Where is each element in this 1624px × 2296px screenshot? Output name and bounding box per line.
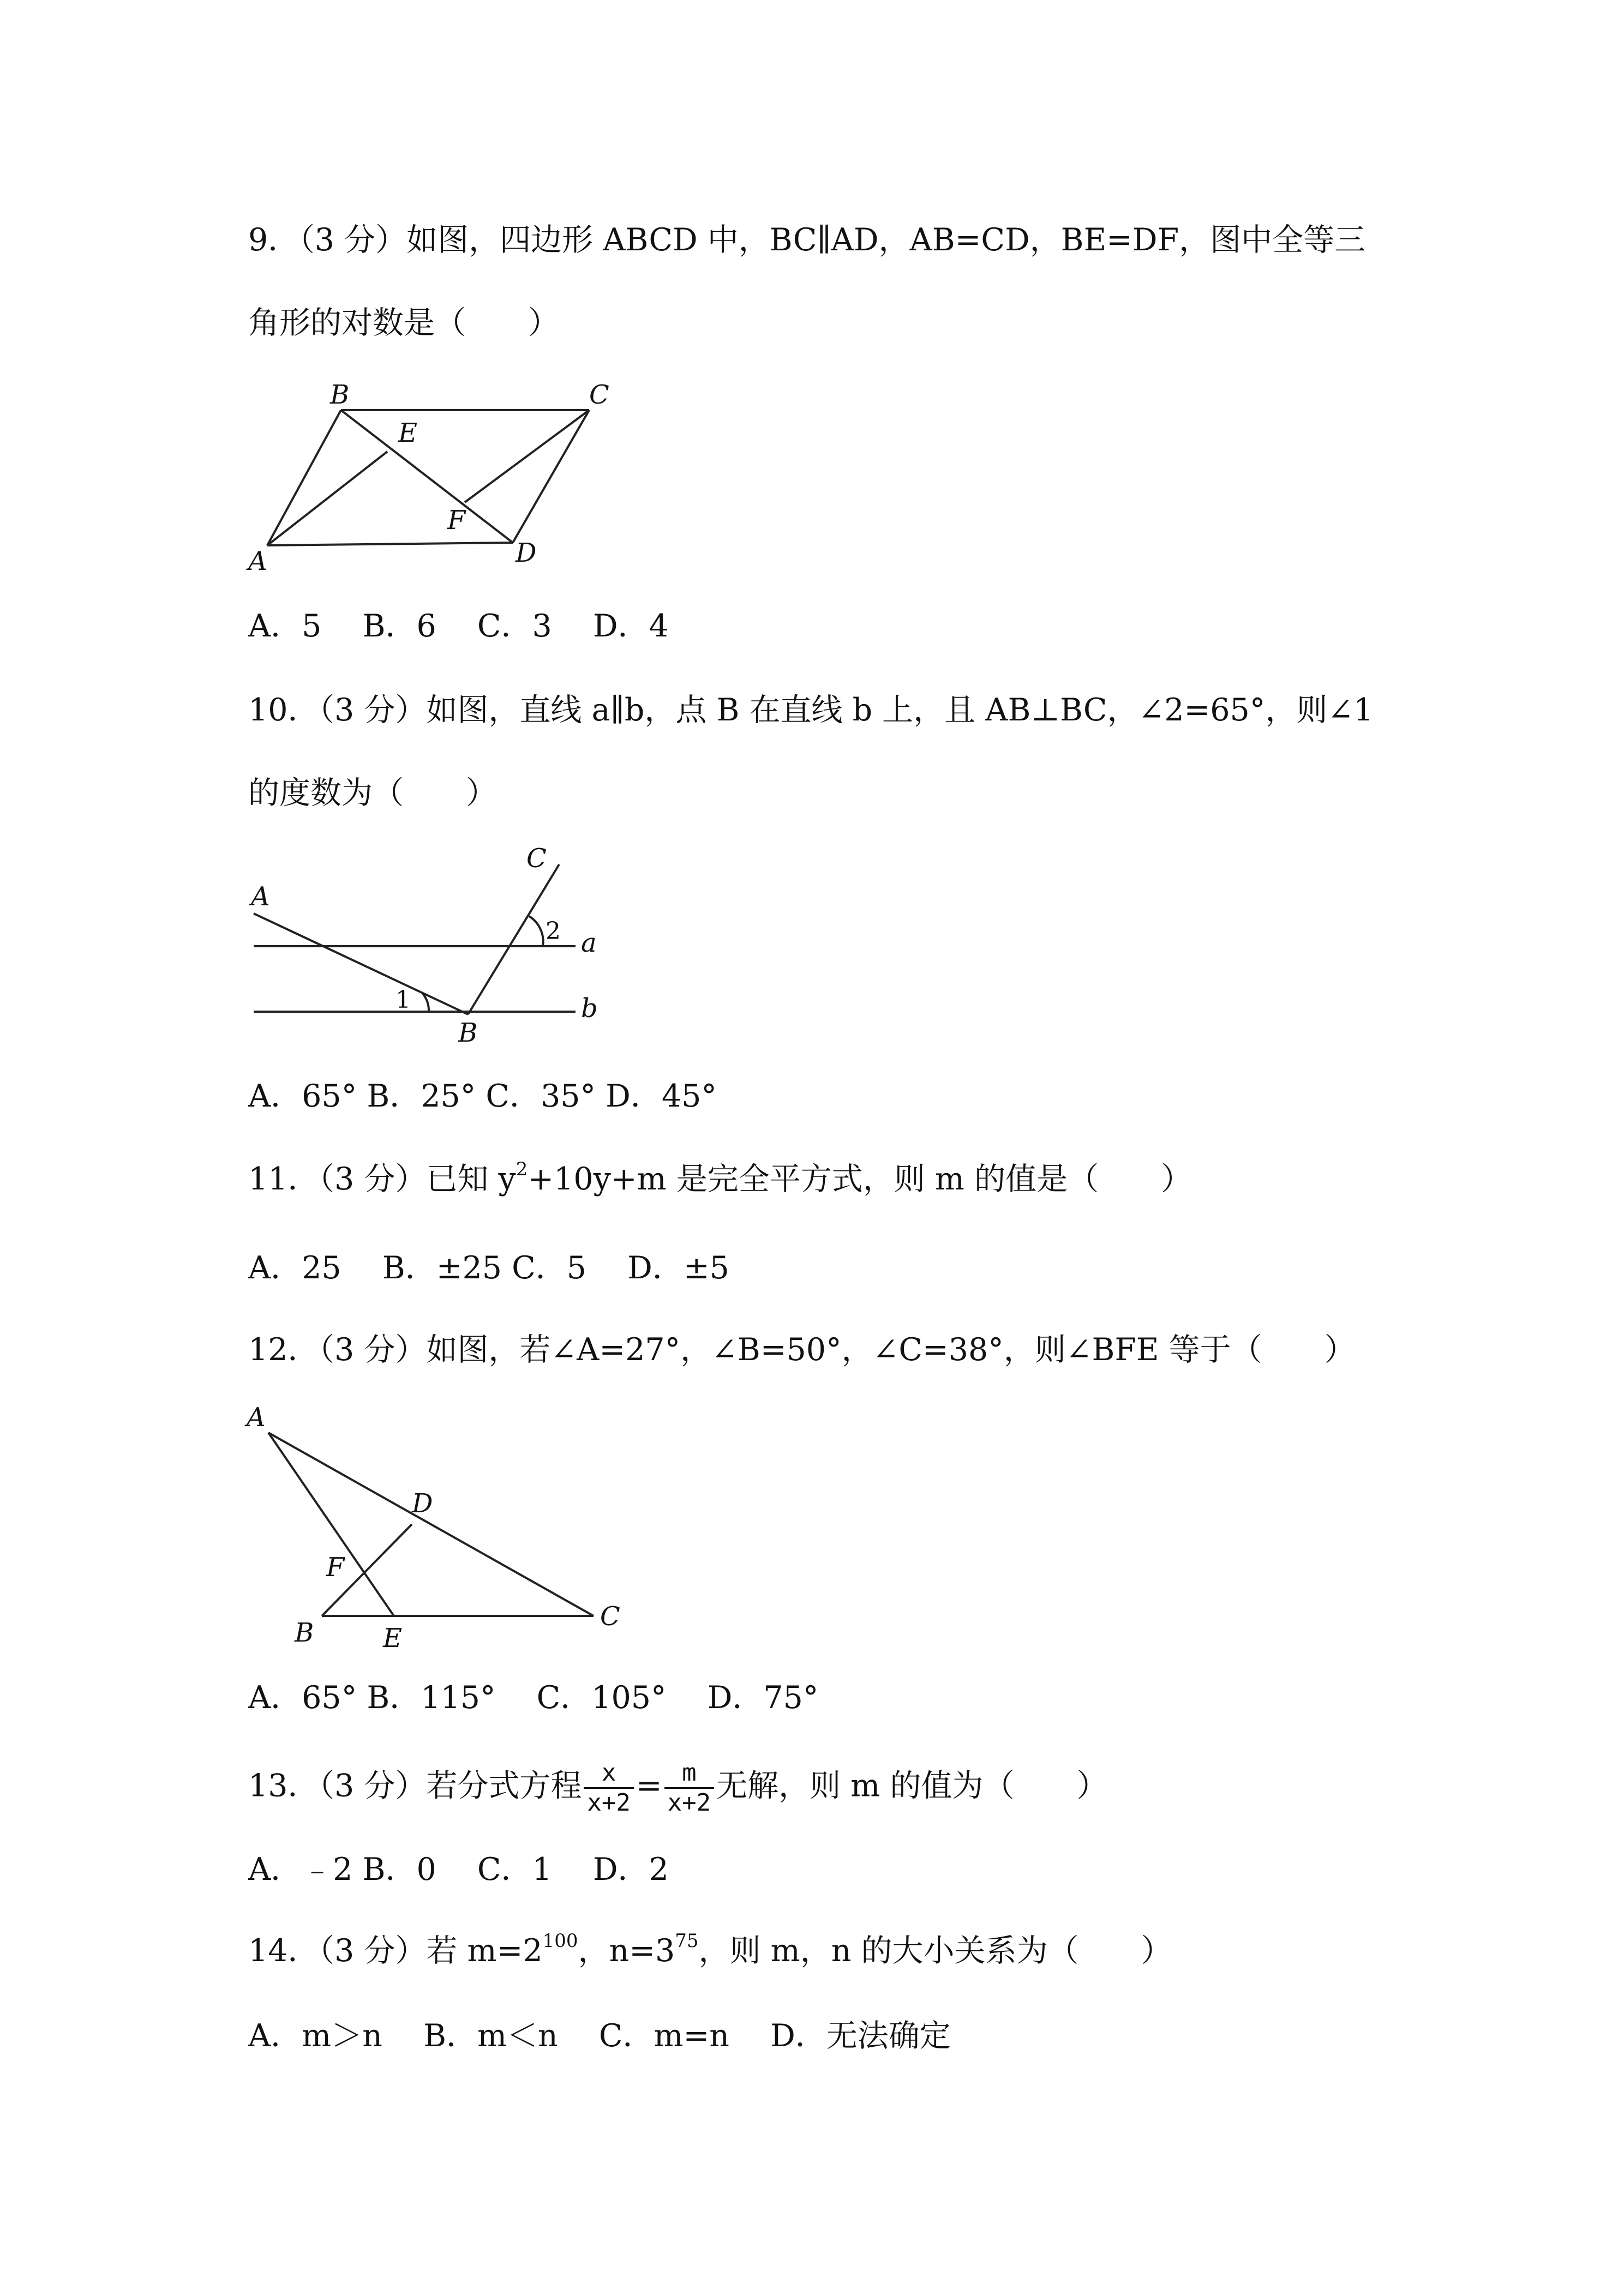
q11-exponent: 2 (516, 1158, 528, 1180)
q11-option-b: B．±25 (382, 1250, 502, 1286)
q13-option-b: B．0 (362, 1852, 436, 1888)
q14-stem (248, 1932, 1172, 1970)
q10-label-a: a (581, 928, 597, 958)
q13-fraction-right-denominator: x+2 (667, 1789, 711, 1817)
q10-option-d: D．45° (606, 1078, 717, 1114)
q12-option-a: A．65° (248, 1680, 357, 1716)
q14-stem-mid: ，n=3 (578, 1933, 675, 1969)
q11-options (248, 1249, 729, 1287)
q13-stem-suffix: 无解，则 m 的值为（ ） (716, 1768, 1108, 1804)
q12-figure (240, 1393, 655, 1657)
q9-label-A: A (248, 546, 267, 576)
q13-option-d: D．2 (592, 1852, 669, 1888)
q13-fraction-right (664, 1759, 714, 1817)
q10-stem-line2: 的度数为（ ） (248, 775, 497, 811)
q9-figure (240, 371, 622, 580)
q14-options (248, 2017, 951, 2055)
q13-equals: = (636, 1768, 662, 1804)
q10-label-angle1: 1 (395, 986, 411, 1014)
q10-label-C: C (526, 843, 547, 874)
q10-figure (240, 840, 622, 1060)
q13-option-a: A．﹣2 (248, 1852, 353, 1888)
q13-stem-prefix: 13．（3 分）若分式方程 (248, 1768, 582, 1804)
q13-fraction-left-numerator: x (584, 1759, 633, 1789)
q12-option-d: D．75° (707, 1680, 819, 1716)
q11-option-d: D．±5 (627, 1250, 729, 1286)
q14-option-d: D．无法确定 (770, 2018, 951, 2054)
q14-option-c: C．m=n (598, 2018, 729, 2054)
q13-fraction-left-denominator: x+2 (587, 1789, 631, 1817)
q10-options (248, 1077, 717, 1115)
q14-stem-suffix: ，则 m，n 的大小关系为（ ） (698, 1933, 1172, 1969)
q10-option-c: C．35° (486, 1078, 596, 1114)
q9-label-B: B (330, 380, 350, 410)
q12-option-b: B．115° (367, 1680, 496, 1716)
q10-label-B: B (458, 1018, 478, 1048)
q12-label-E: E (383, 1623, 403, 1654)
q11-stem-prefix: 11．（3 分）已知 y (248, 1161, 516, 1197)
q9-stem-line2: 角形的对数是（ ） (248, 305, 559, 341)
q9-option-a: A．5 (248, 608, 322, 644)
q11-stem-suffix: +10y+m 是完全平方式，则 m 的值是（ ） (528, 1161, 1192, 1197)
q12-label-B: B (295, 1618, 314, 1648)
q11-stem (248, 1160, 1192, 1198)
q10-option-a: A．65° (248, 1078, 357, 1114)
q9-option-d: D．4 (592, 608, 669, 644)
q12-label-C: C (600, 1601, 620, 1632)
q9-option-c: C．3 (477, 608, 552, 644)
q11-option-a: A．25 (248, 1250, 341, 1286)
q10-label-A: A (251, 881, 270, 912)
q14-option-b: B．m＜n (423, 2018, 558, 2054)
q14-stem-prefix: 14．（3 分）若 m=2 (248, 1933, 543, 1969)
q13-options (248, 1850, 669, 1889)
q12-label-A: A (247, 1402, 266, 1433)
q12-label-F: F (326, 1552, 345, 1583)
q10-label-b: b (581, 993, 598, 1024)
q11-option-c: C．5 (512, 1250, 587, 1286)
q9-options (248, 607, 669, 645)
q14-option-a: A．m＞n (248, 2018, 382, 2054)
q12-option-c: C．105° (536, 1680, 667, 1716)
q13-fraction-left (584, 1759, 633, 1817)
q9-option-b: B．6 (362, 608, 436, 644)
q14-exponent-m: 100 (542, 1930, 578, 1952)
q12-options (248, 1679, 818, 1717)
q10-option-b: B．25° (367, 1078, 476, 1114)
q9-label-E: E (398, 418, 418, 448)
q13-option-c: C．1 (477, 1852, 552, 1888)
q13-stem (248, 1759, 1107, 1817)
q10-label-angle2: 2 (546, 917, 561, 945)
q9-stem-line1: 9．（3 分）如图，四边形 ABCD 中，BC∥AD，AB=CD，BE=DF，图中全等三 (248, 222, 1366, 258)
q9-label-F: F (447, 505, 466, 536)
q9-label-D: D (516, 538, 537, 568)
q12-stem: 12．（3 分）如图，若∠A=27°，∠B=50°，∠C=38°，则∠BFE 等于（ ） (248, 1332, 1356, 1368)
q14-exponent-n: 75 (675, 1930, 699, 1952)
q9-label-C: C (589, 380, 609, 410)
q10-stem-line1: 10．（3 分）如图，直线 a∥b，点 B 在直线 b 上，且 AB⊥BC，∠2=65°，则∠1 (248, 692, 1374, 728)
q13-fraction-right-numerator: m (664, 1759, 714, 1789)
q12-label-D: D (412, 1488, 433, 1519)
